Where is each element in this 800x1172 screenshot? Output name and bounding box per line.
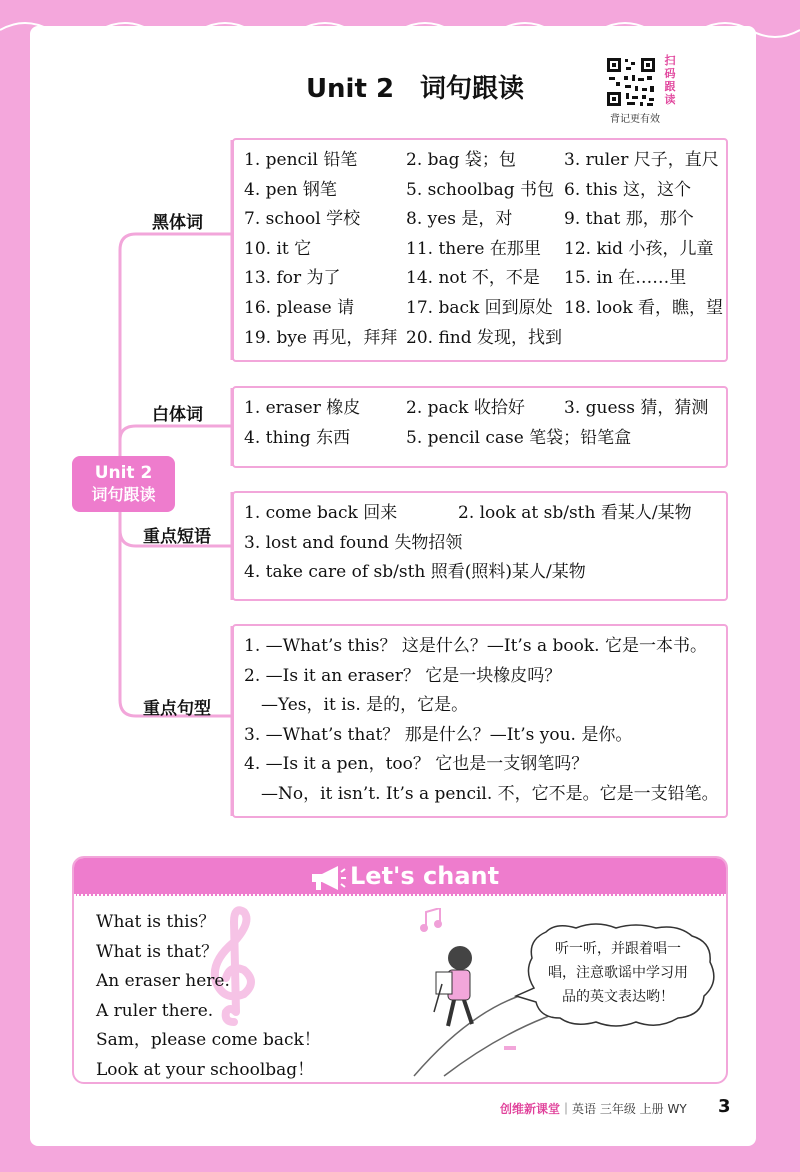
qr-side-text: 扫 码 跟 读: [664, 54, 676, 106]
chant-lines: [96, 908, 321, 1084]
branch-label-sentences: 重点句型: [143, 699, 211, 719]
word-item: 2. pack 收拾好: [406, 398, 525, 418]
word-item: 13. for 为了: [244, 268, 341, 289]
page-title: Unit 2 词句跟读: [305, 74, 525, 104]
root-line-1: Unit 2: [94, 463, 153, 483]
sentence-line: 4. —Is it a pen，too？ 它也是一支钢笔吗？: [244, 754, 589, 775]
phrase-item: 3. lost and found 失物招领: [244, 532, 463, 553]
phrases-box: [232, 491, 728, 601]
word-item: 8. yes 是，对: [406, 209, 513, 230]
word-item: 3. ruler 尺子，直尺: [564, 150, 719, 170]
word-item: 11. there 在那里: [406, 238, 541, 259]
word-item: 10. it 它: [244, 238, 312, 259]
word-item: 1. eraser 橡皮: [244, 398, 361, 418]
word-item: 9. that 那，那个: [564, 209, 694, 230]
qr-caption: 背记更有效: [610, 114, 660, 125]
footer-brand: 创维新课堂: [500, 1102, 561, 1116]
phrase-item: 2. look at sb/sth 看某人/某物: [458, 503, 692, 523]
chant-line: An eraser here.: [96, 971, 230, 991]
sentence-line: 2. —Is it an eraser？ 它是一块橡皮吗？: [244, 665, 562, 686]
chant-line: Look at your schoolbag！: [96, 1059, 315, 1080]
branch-label-phrases: 重点短语: [143, 527, 211, 547]
sentences-box: [232, 624, 728, 818]
word-item: 19. bye 再见，拜拜: [244, 327, 398, 348]
chant-line: What is that？: [96, 941, 219, 962]
speech-bubble-text: 听一听，并跟着唱一唱，注意歌谣中学习用品的英文表达哟！: [548, 941, 688, 1005]
chant-line: What is this？: [96, 912, 216, 932]
root-line-2: 词句跟读: [91, 485, 156, 504]
word-item: 20. find 发现，找到: [406, 327, 563, 348]
chant-title: Let's chant: [350, 862, 500, 890]
plain-words-box: [232, 386, 728, 468]
bold-words-box: [232, 138, 728, 362]
mindmap-root: [72, 456, 175, 512]
word-item: 17. back 回到原处: [406, 297, 553, 318]
sentence-line: 3. —What’s that？ 那是什么？—It’s you. 是你。: [244, 724, 633, 745]
footer-info: [500, 1100, 687, 1117]
word-item: 7. school 学校: [244, 209, 361, 230]
page-number: 3: [718, 1096, 731, 1117]
word-item: 16. please 请: [244, 297, 355, 318]
word-item: 4. pen 钢笔: [244, 179, 337, 200]
chant-line: A ruler there.: [96, 1000, 214, 1021]
word-item: 4. thing 东西: [244, 427, 351, 448]
sentence-line: 1. —What’s this？ 这是什么？—It’s a book. 它是一本书。: [244, 636, 707, 656]
megaphone-icon: [308, 864, 346, 892]
word-item: 5. pencil case 笔袋；铅笔盒: [406, 427, 632, 448]
word-item: 3. guess 猜，猜测: [564, 398, 709, 418]
word-item: 15. in 在……里: [564, 268, 687, 289]
sentence-line: —Yes，it is. 是的，它是。: [244, 695, 469, 716]
sentence-line: —No，it isn’t. It’s a pencil. 不，它不是。它是一支铅笔。: [244, 783, 719, 804]
chant-line: Sam，please come back！: [96, 1030, 321, 1050]
word-item: 18. look 看，瞧，望: [564, 297, 724, 318]
word-item: 2. bag 袋；包: [406, 150, 516, 170]
word-item: 6. this 这，这个: [564, 179, 691, 200]
branch-label-bold-words: 黑体词: [152, 213, 203, 233]
footer-book-info: ｜英语 三年级 上册 WY: [560, 1102, 687, 1116]
word-item: 12. kid 小孩，儿童: [564, 238, 714, 259]
branch-label-plain-words: 白体词: [152, 405, 203, 425]
phrase-item: 1. come back 回来: [244, 503, 398, 523]
phrase-item: 4. take care of sb/sth 照看(照料)某人/某物: [244, 562, 586, 583]
word-item: 5. schoolbag 书包: [406, 179, 555, 200]
word-item: 1. pencil 铅笔: [244, 150, 358, 170]
word-item: 14. not 不，不是: [406, 268, 540, 289]
